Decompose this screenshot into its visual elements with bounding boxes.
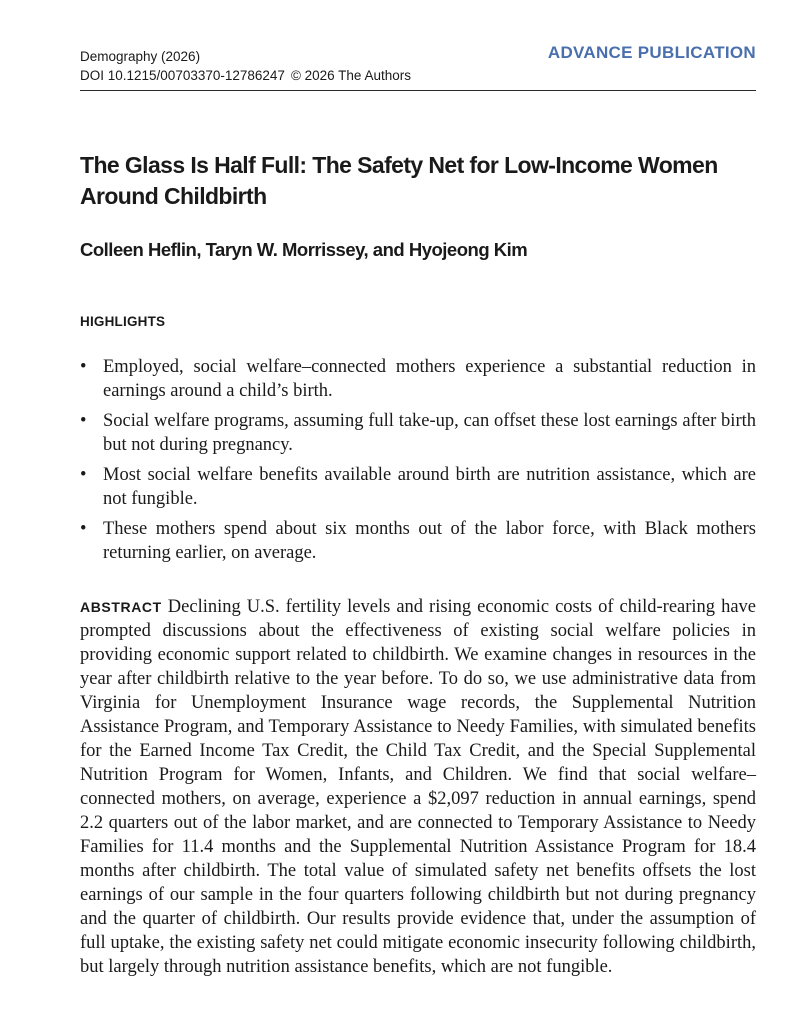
article-authors: Colleen Heflin, Taryn W. Morrissey, and Hyojeong Kim [80,239,528,260]
highlight-item [80,409,756,457]
abstract-label: ABSTRACT [80,599,162,615]
bullet-marker: • [80,411,87,431]
highlight-text: Most social welfare benefits available around birth are nutrition assistance, which are not fungible. [103,465,756,509]
journal-citation: Demography (2026) [80,49,201,64]
highlight-text: Social welfare programs, assuming full take-up, can offset these lost earnings after birth but not during pregnancy. [103,411,756,455]
bullet-marker: • [80,519,87,539]
publication-status: ADVANCE PUBLICATION [547,43,756,62]
article-title: The Glass Is Half Full: The Safety Net for Low-Income Women Around Childbirth [80,152,718,209]
bullet-marker: • [80,357,87,377]
highlights-heading: HIGHLIGHTS [80,314,166,329]
copyright-text: © 2026 The Authors [290,68,411,83]
page-header [80,45,756,91]
bullet-marker: • [80,465,87,485]
highlight-item [80,355,756,403]
highlight-item [80,517,756,565]
abstract-text: Declining U.S. fertility levels and rising economic costs of child-rearing have prompted discussions about the effectiveness of existing social welfare policies in providing economic support related to childbirth. We examine changes in resources in the year after childbirth relative to the year before. To do so, we use administrative data from Virginia for Unemployment Insurance wage records, the Supplemental Nutrition Assistance Program, and Temporary Assistance to Needy Families, with simulated benefits for the Earned Income Tax Credit, the Child Tax Credit, and the Special Supplemental Nutrition Program for Women, Infants, and Children. We find that social welfare–connected mothers, on average, experience a $2,097 reduction in annual earnings, spend 2.2 quarters out of the labor market, and are connected to Temporary Assistance to Needy Families for 11.4 months and the Supplemental Nutrition Assistance Program for 18.4 months after childbirth. The total value of simulated safety net benefits offsets the lost earnings of our sample in the four quarters following childbirth but not during pregnancy and the quarter of childbirth. Our results provide evidence that, under the assumption of full uptake, the existing safety net could mitigate economic insecurity following childbirth, but largely through nutrition assistance benefits, which are not fungible. [80,597,756,977]
doi-text[interactable]: DOI 10.1215/00703370-12786247 [80,68,285,83]
highlight-text: Employed, social welfare–connected mothers experience a substantial reduction in earnings around a child’s birth. [103,357,756,401]
highlight-item [80,463,756,511]
highlight-text: These mothers spend about six months out of the labor force, with Black mothers returning earlier, on average. [103,519,756,563]
abstract-paragraph [80,595,756,979]
doi-line [80,66,411,85]
highlights-list [80,355,756,571]
